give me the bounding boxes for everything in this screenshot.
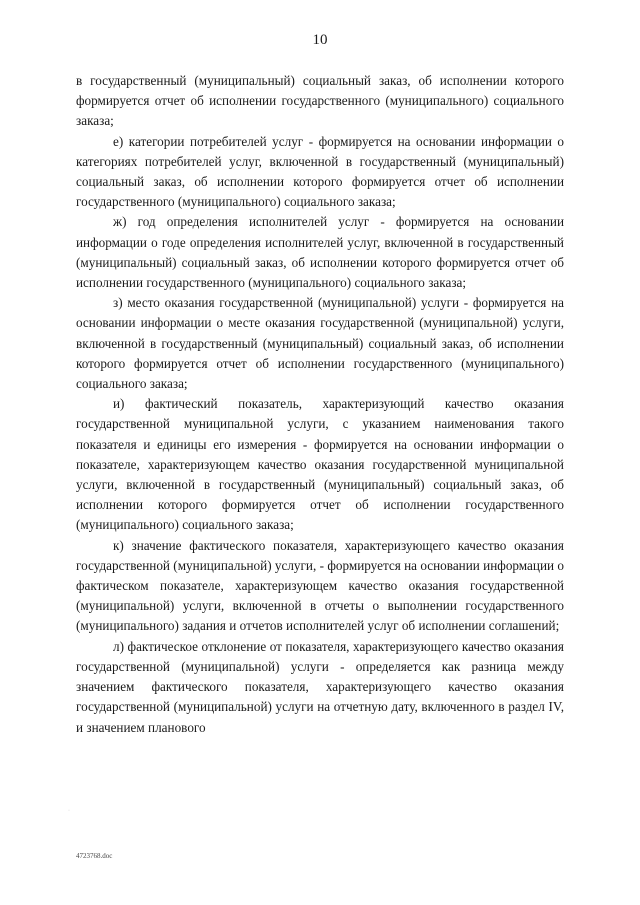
paragraph-e-consumer-categories: е) категории потребителей услуг - формируется на основании информации о категориях потребителей услуг, включенной в государственный (муниципальный) социальный заказ, об исполнении которого формируется отчет об исполнении государственного (муниципального) социального заказа; xyxy=(76,133,564,210)
paragraph-l-actual-deviation: л) фактическое отклонение от показателя, характеризующего качество оказания государственной (муниципальной) услуги - определяется как разница между значением фактического показателя, характеризующего качество оказания государственной (муниципальной) услуги на отчетную дату, включенного в раздел IV, и значением планового xyxy=(76,638,564,735)
document-body xyxy=(76,71,564,738)
margin-mark: · xyxy=(68,808,70,814)
paragraph-z-place-of-service: з) место оказания государственной (муниципальной) услуги - формируется на основании информации о месте оказания государственной (муниципальной) услуги, включенной в государственный (муниципальный) социальный заказ, об исполнении которого формируется отчет об исполнении государственного (муниципального) социального заказа; xyxy=(76,295,564,392)
page-number: 10 xyxy=(312,32,328,48)
paragraph-continuation: в государственный (муниципальный) социальный заказ, об исполнении которого формируется отчет об исполнении государственного (муниципального) социального заказа; xyxy=(76,73,564,129)
footer-file-name: 4723768.doc xyxy=(76,852,113,860)
paragraph-i-actual-indicator: и) фактический показатель, характеризующий качество оказания государственной муниципальной услуги, с указанием наименования такого показателя и единицы его измерения - формируется на основании информации о показателе, характеризующем качество оказания государственной муниципальной услуги, включенной в государственный (муниципальный) социальный заказ, об исполнении которого формируется отчет об исполнении государственного (муниципального) социального заказа; xyxy=(76,396,564,533)
paragraph-zh-year-of-determination: ж) год определения исполнителей услуг - формируется на основании информации о годе определения исполнителей услуг, включенной в государственный (муниципальный) социальный заказ, об исполнении которого формируется отчет об исполнении государственного (муниципального) социального заказа; xyxy=(76,214,564,291)
paragraph-k-indicator-value: к) значение фактического показателя, характеризующего качество оказания государственной (муниципальной) услуги, - формируется на основании информации о фактическом показателе, характеризующем качество оказания государственной (муниципальной) услуги, включенной в отчеты о выполнении государственного (муниципального) задания и отчетов исполнителей услуг об исполнении соглашений; xyxy=(76,537,564,634)
